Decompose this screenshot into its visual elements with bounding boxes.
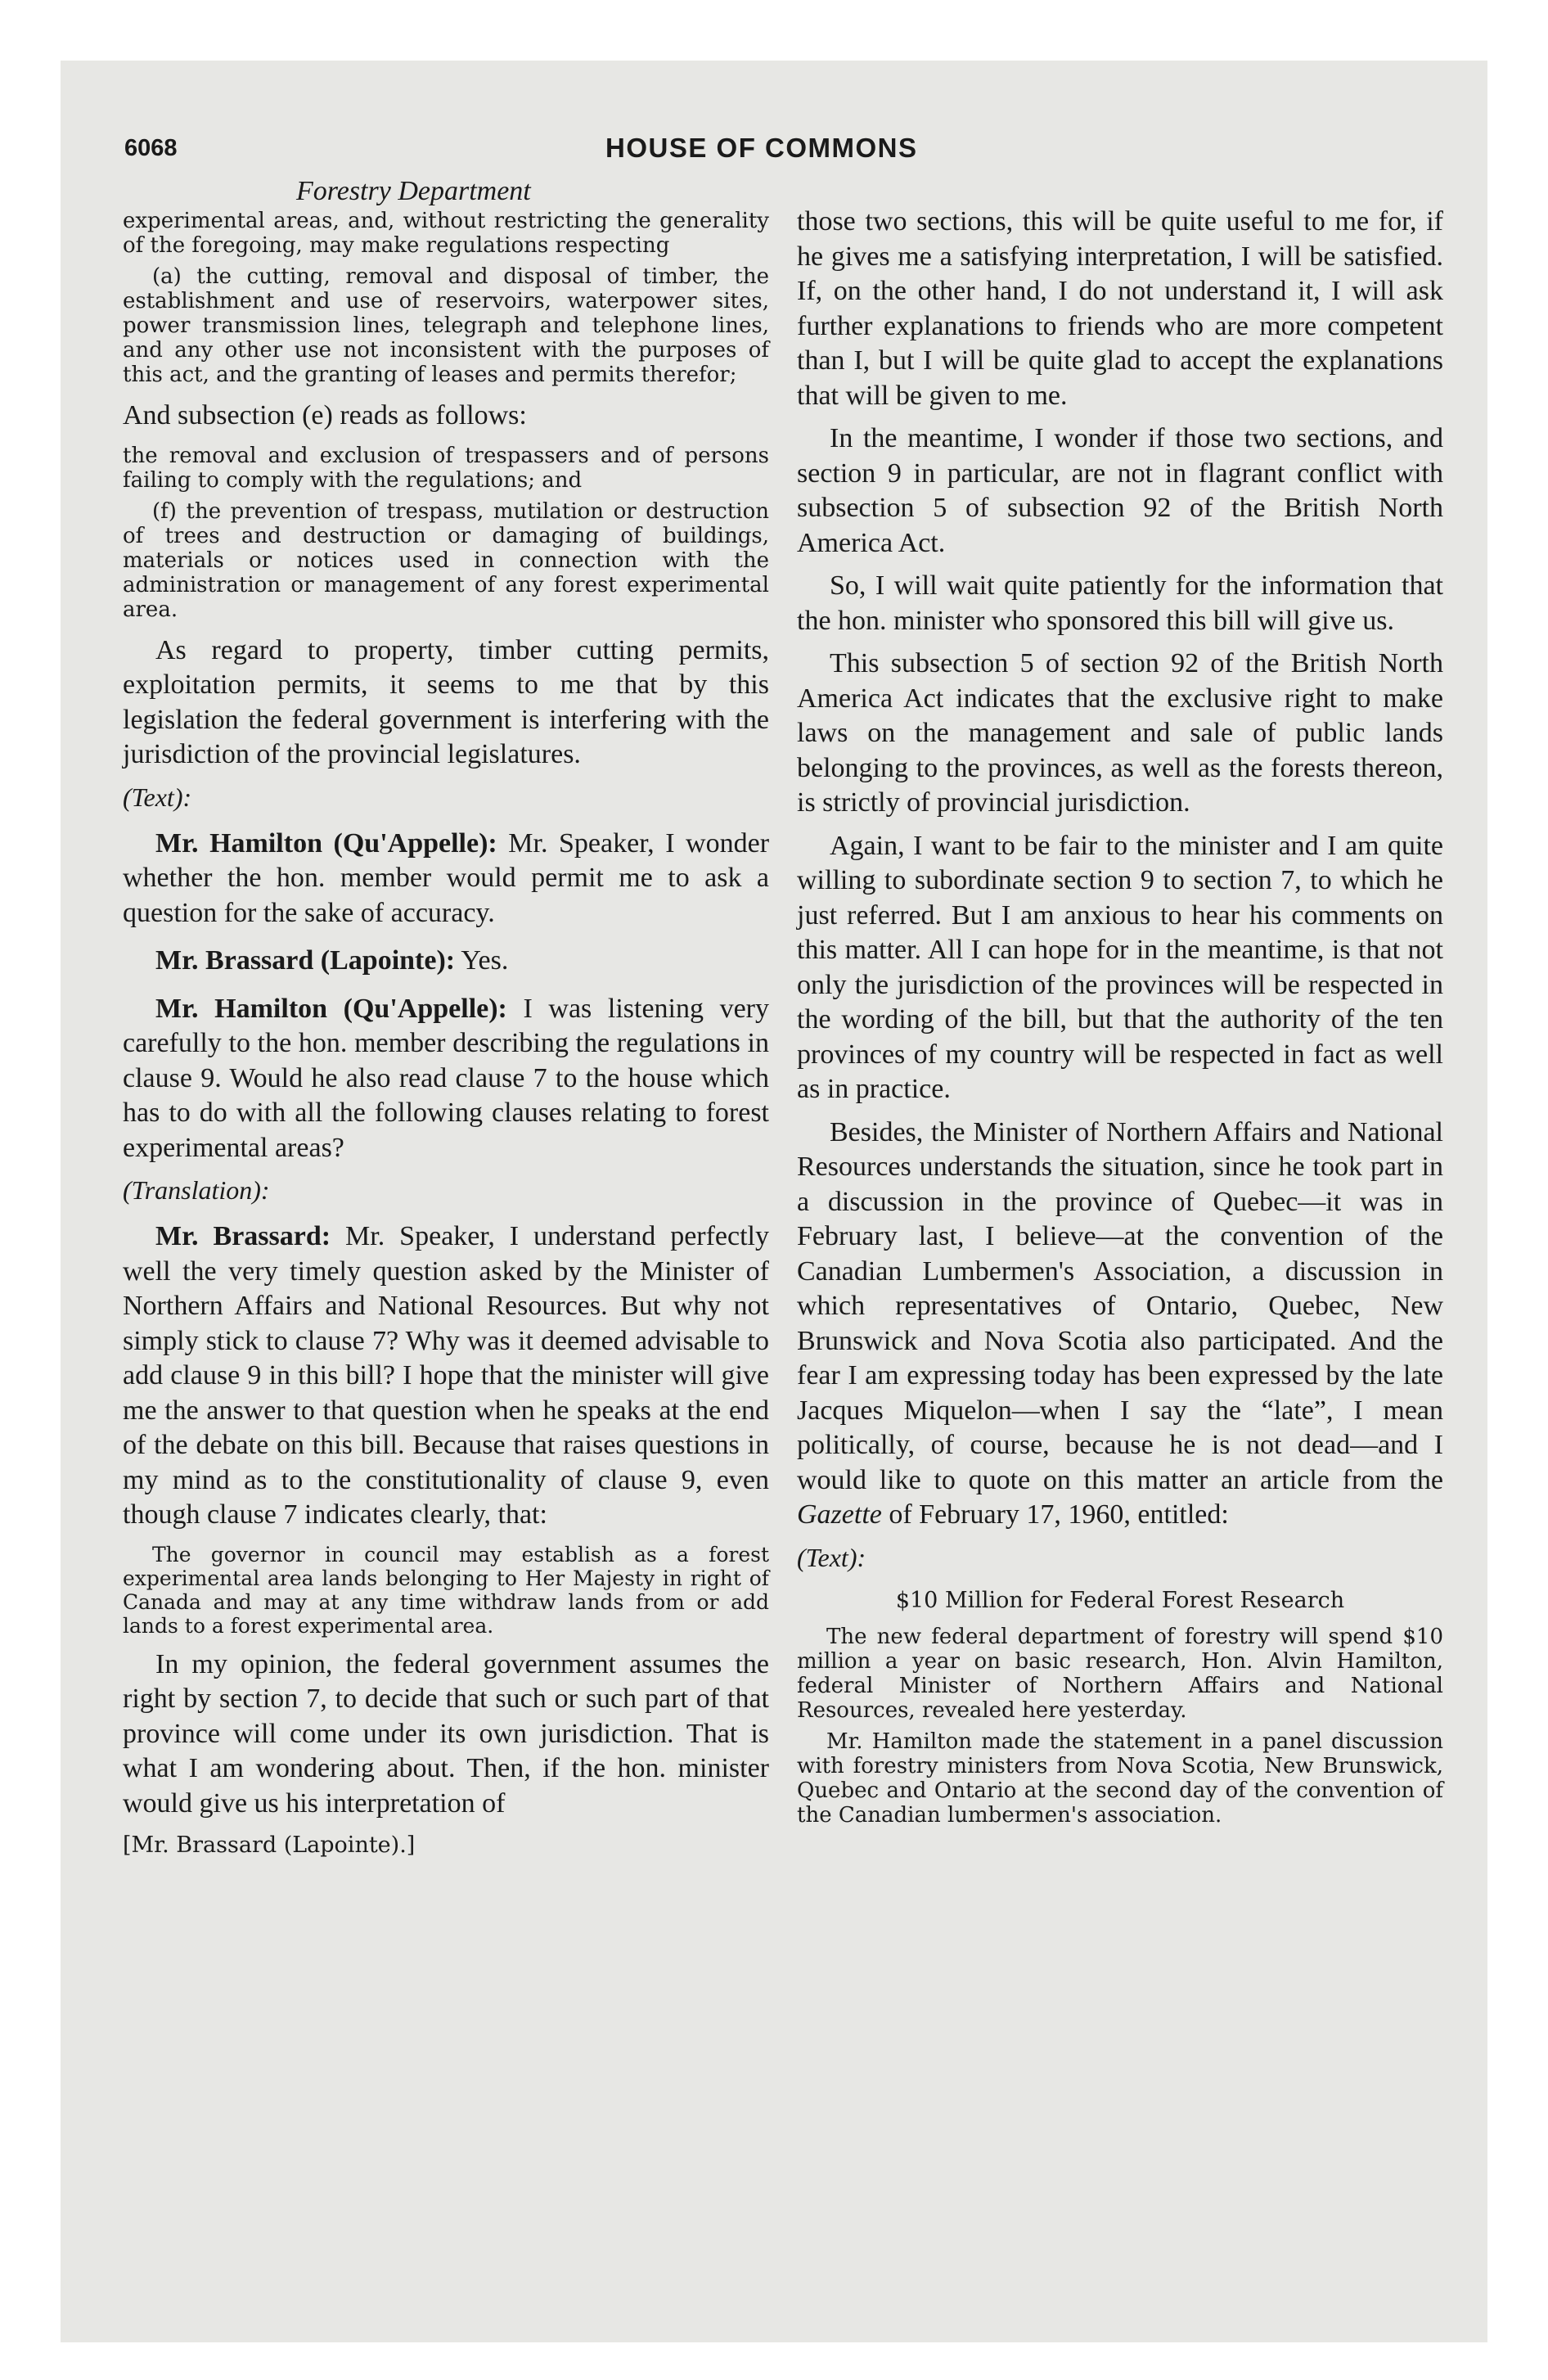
paragraph-text: Besides, the Minister of Northern Affairs and National Resources understands the situation, since he took part in a discussion in the province of Quebec—it was in February last, I believe—at the convention of the Canadian Lumbermen's Association, a discussion in which representatives of Ontario, Quebec, New Brunswick and Nova Scotia also participated. And the fear I am expressing today has been expressed by the late Jacques Miquelon—when I say the “late”, I mean politically, of course, because he is not dead—and I would like to quote on this matter an article from the xyxy=(797,1116,1443,1495)
body-paragraph: So, I will wait quite patiently for the information that the hon. minister who sponsored this bill will give us. xyxy=(797,570,1443,636)
section-label: (Text): xyxy=(797,1542,866,1572)
body-paragraph: those two sections, this will be quite useful to me for, if he gives me a satisfying interpretation, I will be satisfied. If, on the other hand, I do not understand it, I will ask further explanations to friends who are more competent than I, but I will be quite glad to accept the explanations that will be given to me. xyxy=(797,206,1443,411)
speech-text: I was listening very carefully to the hon. member describing the regulations in clause 9. Would he also read clause 7 to the house which has to do with all the following clauses relating to forest experimental areas? xyxy=(123,993,770,1163)
quote-paragraph: Mr. Hamilton made the statement in a panel discussion with forestry ministers from Nova Scotia, New Brunswick, Quebec and Ontario at the second day of the convention of the Canadian lumbermen's association. xyxy=(797,1729,1443,1828)
body-paragraph: This subsection 5 of section 92 of the British North America Act indicates that the exclusive right to make laws on the management and sale of public lands belonging to the provinces, as well as the forests thereon, is strictly of provincial jurisdiction. xyxy=(797,648,1443,818)
speaker-name: Mr. Hamilton (Qu'Appelle): xyxy=(155,827,497,859)
speaker-name: Mr. Hamilton (Qu'Appelle): xyxy=(155,993,507,1024)
left-column xyxy=(123,209,769,1859)
newspaper-title: Gazette xyxy=(797,1499,882,1530)
quote-paragraph: The new federal department of forestry will spend $10 million a year on basic research, Hon. Alvin Hamilton, federal Minister of Northern Affairs and National Resources, revealed here yesterday. xyxy=(797,1624,1443,1723)
speech-text: Mr. Speaker, I understand perfectly well the very timely question asked by the Minister of Northern Affairs and National Resources. But why not simply stick to clause 7? Why was it deemed advisable to add clause 9 in this bill? I hope that the minister will give me the answer to that question when he speaks at the end of the debate on this bill. Because that raises questions in my mind as to the constitutionality of clause 9, even though clause 7 indicates clearly, that: xyxy=(123,1221,770,1530)
quote-paragraph: The governor in council may establish as a forest experimental area lands belonging to Her Majesty in right of Canada and may at any time withdraw lands from or add lands to a forest experimental area. xyxy=(123,1542,769,1638)
speech-text: Mr. Speaker, I wonder whether the hon. member would permit me to ask a question for the sake of accuracy. xyxy=(123,827,770,928)
page-number: 6068 xyxy=(124,135,178,161)
speech-paragraph xyxy=(123,827,769,931)
body-paragraph: And subsection (e) reads as follows: xyxy=(123,400,527,430)
speech-text: Yes. xyxy=(461,945,509,976)
speech-paragraph xyxy=(123,1219,769,1533)
right-column xyxy=(797,205,1443,1834)
speech-paragraph xyxy=(123,944,769,979)
section-heading: Forestry Department xyxy=(296,176,531,206)
article-headline: $10 Million for Federal Forest Research xyxy=(895,1587,1345,1613)
speaker-name: Mr. Brassard (Lapointe): xyxy=(155,945,456,976)
body-paragraph: Again, I want to be fair to the minister and I am quite willing to subordinate section 9 to section 7, to which he just referred. But I am anxious to hear his comments on this matter. All I can hope for in the meantime, is that not only the jurisdiction of the provinces will be respected in the wording of the bill, but that the authority of the ten provinces of my country will be respected in fact as well as in practice. xyxy=(797,830,1443,1104)
quote-paragraph: (a) the cutting, removal and disposal of timber, the establishment and use of reservoirs, waterpower sites, power transmission lines, telegraph and telephone lines, and any other use not inconsistent with the purposes of this act, and the granting of leases and permits therefor; xyxy=(123,264,769,387)
body-paragraph xyxy=(797,1116,1443,1533)
paragraph-text: of February 17, 1960, entitled: xyxy=(889,1499,1229,1530)
body-paragraph: In the meantime, I wonder if those two sections, and section 9 in particular, are not in flagrant conflict with subsection 5 of subsection 92 of the British North America Act. xyxy=(797,423,1443,558)
quote-paragraph: experimental areas, and, without restricting the generality of the foregoing, may make regulations respecting xyxy=(123,209,769,258)
quote-paragraph: (f) the prevention of trespass, mutilation or destruction of trees and destruction or damaging of buildings, materials or notices used in connection with the administration or management of any forest experimental area. xyxy=(123,498,769,622)
quote-paragraph: the removal and exclusion of trespassers and of persons failing to comply with the regulations; and xyxy=(123,443,769,493)
speaker-name: Mr. Brassard: xyxy=(155,1221,331,1251)
body-paragraph: As regard to property, timber cutting permits, exploitation permits, it seems to me that by this legislation the federal government is interfering with the jurisdiction of the provincial legislatures. xyxy=(123,634,769,769)
page-title: HOUSE OF COMMONS xyxy=(605,133,918,163)
body-paragraph: In my opinion, the federal government assumes the right by section 7, to decide that such or such part of that province will come under its own jurisdiction. That is what I am wondering about. Then, if the hon. minister would give us his interpretation of xyxy=(123,1648,769,1819)
speaker-attribution: [Mr. Brassard (Lapointe).] xyxy=(123,1832,416,1858)
speech-paragraph xyxy=(123,992,769,1166)
section-label: (Translation): xyxy=(123,1175,270,1205)
section-label: (Text): xyxy=(123,782,192,812)
